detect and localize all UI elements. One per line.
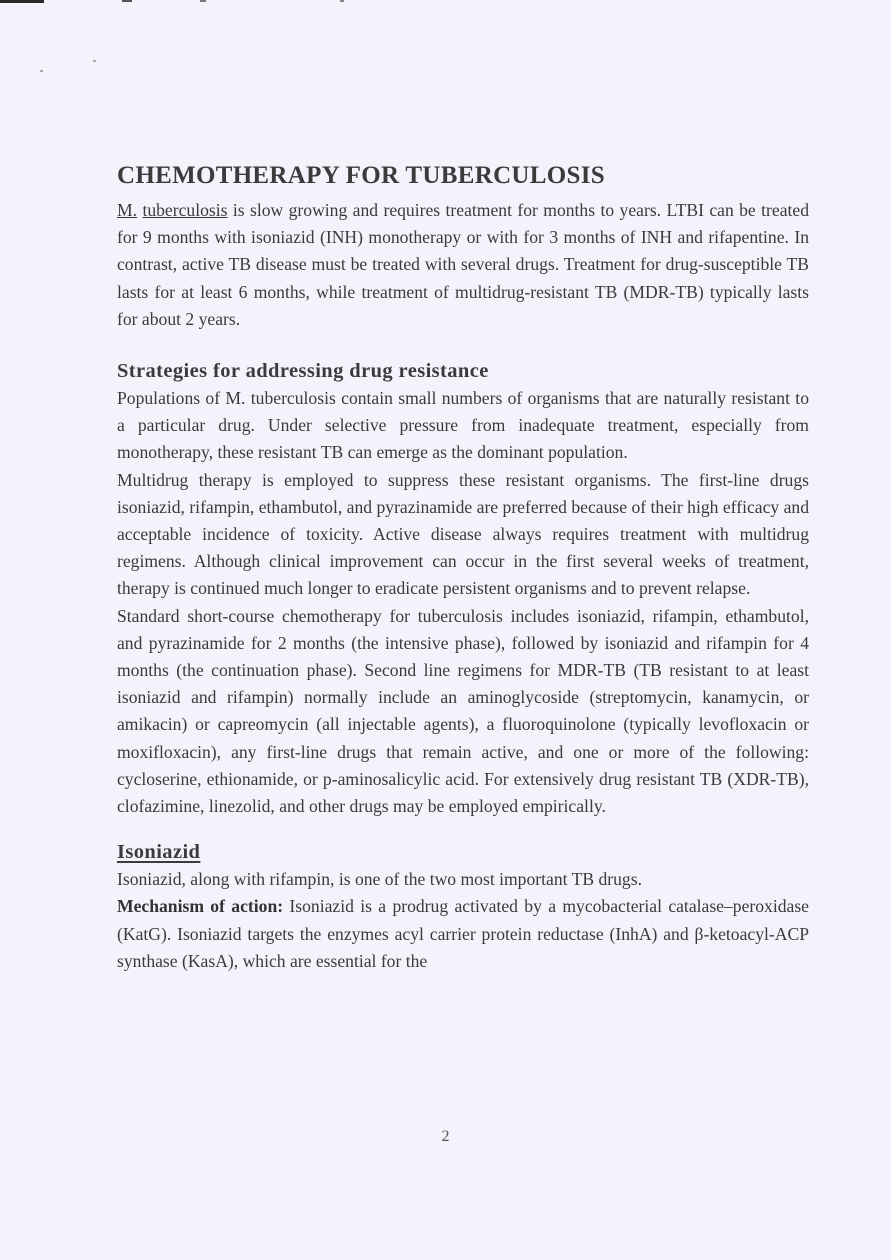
mechanism-text: Isoniazid is a prodrug activated by a mycobacterial catalase–peroxidase (KatG). Isoniazid targets the enzymes acyl carrier protein reductase (InhA) and β-ketoacyl-ACP synthase (KasA), which are essential for the (117, 896, 809, 971)
document-page (117, 160, 809, 975)
scan-edge-mark (122, 0, 132, 2)
paragraph: Isoniazid, along with rifampin, is one of the two most important TB drugs. (117, 869, 642, 890)
intro-text: is slow growing and requires treatment for months to years. LTBI can be treated for 9 months with isoniazid (INH) monotherapy or with for 3 months of INH and rifapentine. In contrast, active TB disease must be treated with several drugs. Treatment for drug-susceptible TB lasts for at least 6 months, while treatment of multidrug-resistant TB (MDR-TB) typically lasts for about 2 years. (117, 200, 809, 329)
paragraph: Multidrug therapy is employed to suppress these resistant organisms. The first-line drugs isoniazid, rifampin, ethambutol, and pyrazinamide are preferred because of their high efficacy and acceptable incidence of toxicity. Active disease always requires treatment with multidrug regimens. Although clinical improvement can occur in the first several weeks of treatment, therapy is continued much longer to eradicate persistent organisms and to prevent relapse. (117, 469, 809, 599)
paragraph: Standard short-course chemotherapy for tuberculosis includes isoniazid, rifampin, ethambutol, and pyrazinamide for 2 months (the intensive phase), followed by isoniazid and rifampin for 4 months (the continuation phase). Second line regimens for MDR-TB (TB resistant to at least isoniazid and rifampin) normally include an aminoglycoside (streptomycin, kanamycin, or amikacin) or capreomycin (all injectable agents), a fluoroquinolone (typically levofloxacin or moxifloxacin), any first-line drugs that remain active, and one or more of the following: cycloserine, ethionamide, or p-aminosalicylic acid. For extensively drug resistant TB (XDR-TB), clofazimine, linezolid, and other drugs may be employed empirically. (117, 605, 809, 817)
intro-paragraph (117, 197, 809, 333)
scan-speck (40, 70, 43, 72)
organism-abbrev: M. (117, 200, 138, 220)
organism-species: tuberculosis (142, 200, 228, 220)
page-number: 2 (441, 1128, 450, 1145)
section-heading-isoniazid: Isoniazid (117, 841, 201, 864)
mechanism-label: Mechanism of action: (117, 896, 284, 917)
mechanism-paragraph (117, 893, 809, 975)
scan-speck (93, 60, 96, 62)
scan-edge-mark (340, 0, 344, 2)
page-title: CHEMOTHERAPY FOR TUBERCULOSIS (117, 162, 605, 189)
scan-edge-mark (200, 0, 206, 2)
paragraph: Populations of M. tuberculosis contain small numbers of organisms that are naturally resistant to a particular drug. Under selective pressure from inadequate treatment, especially from monotherapy, these resistant TB can emerge as the dominant population. (117, 388, 809, 463)
section-heading-drug-resistance: Strategies for addressing drug resistance (117, 360, 489, 383)
scan-edge-mark (0, 0, 44, 3)
